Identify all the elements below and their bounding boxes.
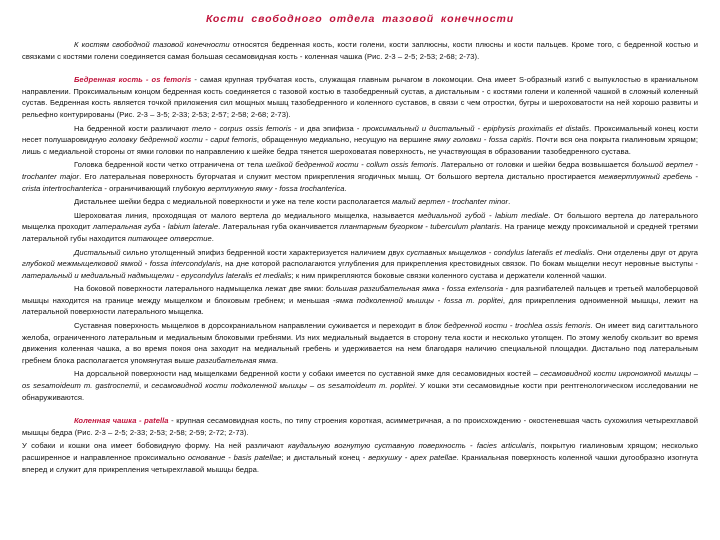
latin-term: разгибательная ямка: [196, 355, 276, 365]
text-run: - крупная сесамовидная кость, по типу строения короткая, асимметричная, а по происхождению - окостеневшая часть сухожилия четырехглавой мышцы бедра (Рис. 2-3 – 2-5; 2-33; 2-53; 2-58; 2-59; 2-72; 2-73).: [22, 416, 699, 437]
text-run: . Он имеет вид сагиттального желоба, ограниченного латеральным и медиальным блоковыми гребнями. Из них медиальный выдается в сторону тела кости и несколько утолщен. По этому желобу скользит во время движения коленная чашка, а во время покоя она заходит на медиальный гребень и удерживается на нем благодаря наличию специальной площадки. Дистально под латеральным гребнем блока располагается упомянутая выше: [22, 321, 698, 365]
latin-term: вертлужную ямку - fossa trochanterica: [207, 183, 345, 193]
paragraph: [22, 39, 698, 62]
text-run: - и два эпифиза -: [291, 123, 363, 133]
paragraph: [22, 159, 698, 194]
latin-term: суставных мыщелков - condylus lateralis et medialis: [406, 247, 593, 257]
latin-term: глубокой межмыщелковой ямкой - fossa intercondylaris: [22, 259, 221, 269]
text-run: На дорсальной поверхности над мыщелками бедренной кости у собаки имеется по суставной ямке для сесамовидных костей –: [74, 369, 541, 379]
text-run: ; к ним прикрепляются боковые связки коленного сустава и держатели коленной чашки.: [291, 270, 607, 280]
text-run: У собаки и кошки она имеет бобовидную форму. На ней различают: [22, 441, 289, 451]
text-run: .: [508, 197, 511, 207]
text-run: Шероховатая линия, проходящая от малого вертела до медиального мыщелка, называется: [74, 210, 418, 220]
latin-term: верхушку - apex patellae: [368, 453, 457, 462]
text-run: , обращенную медиально, несущую на вершине: [256, 135, 434, 145]
text-run: . От большого вертела до латерального мыщелка проходит: [22, 210, 699, 232]
paragraph: [22, 415, 698, 438]
text-run: сильно утолщенный эпифиз бедренной кости характеризуется наличием двух: [120, 247, 407, 257]
latin-term: большой вертел - trochanter major: [22, 160, 699, 181]
section-heading-run: Бедренная кость - os femoris: [74, 75, 192, 85]
text-run: . Его латеральная поверхность бугорчатая и служит местом прикрепления ягодичных мышц. От большого вертела дистально простирается: [79, 171, 599, 181]
text-run: . Краниальная поверхность коленной чашки дугообразно изогнута вперед и служит для прикрепления четырехглавой мышцы бедра.: [22, 453, 698, 474]
text-run: . Проксимальный конец кости несет полушаровидную: [22, 123, 698, 145]
latin-term: проксимальный и дистальный - epiphysis proximalis et distalis: [362, 123, 590, 133]
latin-term: каудальную вогнутую суставную поверхность - facies articularis: [288, 441, 535, 451]
document-body: [22, 39, 698, 475]
paragraph: [22, 440, 698, 475]
latin-term: Дистальный: [74, 247, 121, 257]
latin-term: межвертлужный гребень - crista intertrochanterica: [22, 171, 698, 193]
latin-term: питающее отверстие: [127, 233, 212, 243]
latin-term: латеральная губа - labium laterale: [92, 222, 219, 232]
paragraph: [22, 196, 698, 208]
latin-term: ямка подколенной мышцы - fossa m. poplitei: [335, 295, 503, 305]
text-run: .: [211, 233, 214, 243]
text-run: . Латеральная губа оканчивается: [218, 222, 341, 232]
latin-term: большая разгибательная ямка - fossa extensoria: [325, 284, 504, 294]
latin-term: плантарным бугорком - tuberculum plantaris: [340, 222, 500, 232]
text-run: . Латерально от головки и шейки бедра возвышается: [436, 160, 632, 170]
section-heading-run: Коленная чашка - patella: [74, 416, 169, 426]
paragraph: [22, 74, 698, 120]
paragraph: [22, 368, 698, 403]
latin-term: латеральный и медиальный надмыщелки - epycondylus lateralis et medialis: [22, 270, 292, 280]
text-run: .: [344, 183, 347, 193]
latin-term: головку бедренной кости - caput femoris: [109, 135, 257, 145]
text-run: . У кошки эти сесамовидные кости при рентгенологическом исследовании не обнаруживаются.: [22, 381, 698, 402]
text-run: . Почти вся она покрыта гиалиновым хрящом; лишь с медиальной стороны от ямки головки по направлению к шейке бедра тянется шероховатая поверхность, не участвующая в образовании тазобедренного сустава.: [22, 135, 698, 156]
latin-term: сесамовидной кости подколенной мышцы – os sesamoideum m. poplitei: [151, 381, 415, 391]
text-run: относятся бедренная кость, кости голени, кости заплюсны, кости плюсны и кости пальцев. Кроме того, с бедренной костью и связками с костями голени соединяется самая большая сесамовидная кость - коленная чашка (Рис. 2-3 – 2-5; 2-53; 2-68; 2-73).: [22, 40, 698, 61]
text-run: , покрытую гиалиновым хрящом; несколько расширенное и направленное проксимально: [22, 441, 698, 462]
text-run: ; и дистальный конец -: [281, 453, 369, 462]
text-run: . Они отделены друг от друга: [592, 247, 698, 257]
text-run: - для разгибателей пальцев и третьей малоберцовой мышцы находится на границе между мыщелком и блоковым гребнем; и меньшая -: [22, 284, 699, 305]
text-run: - ограничивающий глубокую: [102, 183, 208, 193]
latin-term: блок бедренной кости - trochlea ossis femoris: [425, 321, 591, 331]
text-run: На боковой поверхности латерального надмыщелка лежат две ямки:: [74, 284, 326, 294]
paragraph: [22, 283, 698, 318]
text-run: Головка бедренной кости четко отграничена от тела: [74, 160, 266, 170]
text-run: .: [275, 355, 279, 365]
latin-term: медиальной губой - labium mediale: [417, 210, 549, 220]
text-run: На бедренной кости различают: [74, 123, 192, 133]
text-run: Дистальнее шейки бедра с медиальной поверхности и уже на теле кости располагается: [74, 197, 393, 207]
latin-term: шейкой бедренной кости - collum ossis femoris: [265, 160, 437, 170]
text-run: . На границе между проксимальной и средней третями латеральной губы находится: [22, 222, 698, 243]
page-title: Кости свободного отдела тазовой конечности: [205, 13, 515, 25]
latin-term: малый вертел - trochanter minor: [392, 197, 509, 207]
text-run: , на дне которой располагаются углубления для прикрепления крестовидных связок. По бокам мыщелки несут неровные выступы -: [220, 259, 698, 269]
latin-term: сесамовидной кости икроножной мышцы – os sesamoideum m. gastrocnemii: [22, 369, 698, 391]
latin-term: ямку головки - fossa capitis: [433, 135, 532, 145]
paragraph: [22, 320, 698, 366]
latin-term: основание - basis patellae: [187, 453, 282, 462]
paragraph: [22, 210, 698, 245]
paragraph: [22, 247, 698, 282]
text-run: - самая крупная трубчатая кость, служащая главным рычагом в локомоции. Она имеет S-образный изгиб с выпуклостью в краниальном направлении. Проксимальным концом бедренная кость соединяется с тазовой костью в тазобедренный сустав, а дистальным - с костями голени и коленной чашкой в сложный коленный сустав. Бедренная кость является точкой приложения сил мощных мышц тазобедренного и коленного суставов, в связи с чем отростки, бугры и шероховатости на ней хорошо развиты и рельефно контурированы (Рис. 2-3 – 3-5; 2-33; 2-53; 2-57; 2-58; 2-68; 2-73).: [22, 75, 698, 119]
text-run: , и: [138, 381, 152, 391]
latin-term: тело - corpus ossis femoris: [191, 123, 292, 133]
paragraph: [22, 123, 698, 158]
text-run: , для прикрепления одноименной мышцы, лежит на латеральной поверхности латерального мыщелка.: [22, 295, 699, 317]
text-run: Суставная поверхность мыщелков в дорсокраниальном направлении суживается и переходит в: [74, 321, 425, 331]
latin-term: К костям свободной тазовой конечности: [74, 40, 230, 49]
